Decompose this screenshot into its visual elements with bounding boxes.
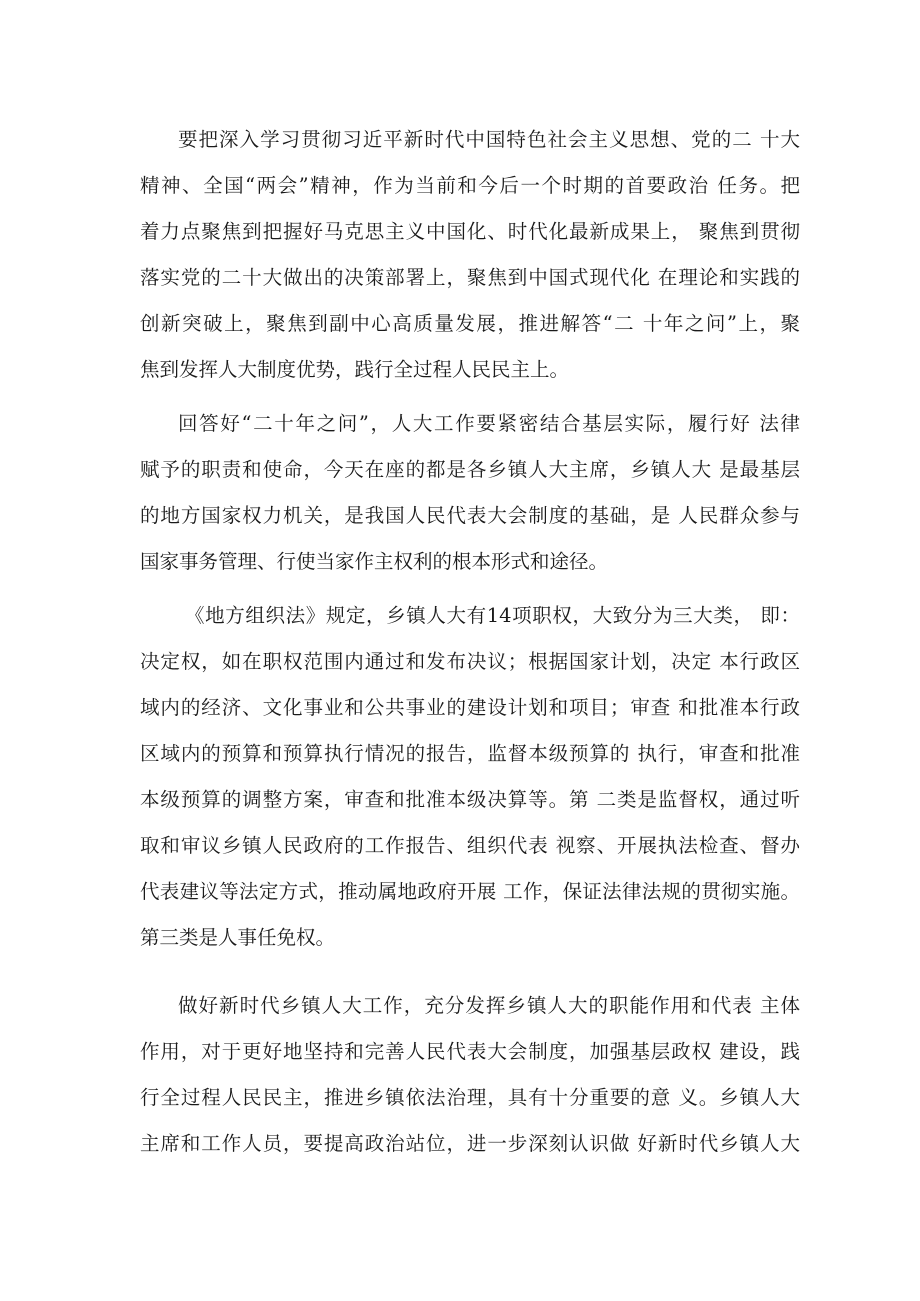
- paragraph-line: 第三类是人事任免权。: [140, 926, 336, 949]
- paragraph-line: 着力点聚焦到把握好马克思主义中国化、时代化最新成果上， 聚焦到贯彻: [140, 220, 800, 243]
- paragraph-line: 《地方组织法》规定，乡镇人大有14项职权，大致分为三大类， 即：: [185, 604, 800, 627]
- paragraph-line: 精神、全国“两会”精神，作为当前和今后一个时期的首要政治 任务。把: [140, 174, 800, 197]
- paragraph-line: 决定权，如在职权范围内通过和发布决议；根据国家计划，决定 本行政区: [140, 650, 800, 673]
- paragraph-line: 作用，对于更好地坚持和完善人民代表大会制度，加强基层政权 建设，践: [140, 1040, 800, 1063]
- paragraph-line: 行全过程人民民主，推进乡镇依法治理，具有十分重要的意 义。乡镇人大: [140, 1086, 800, 1109]
- paragraph-line: 回答好“二十年之问”，人大工作要紧密结合基层实际，履行好 法律: [178, 412, 800, 435]
- paragraph-line: 域内的经济、文化事业和公共事业的建设计划和项目；审查 和批准本行政: [140, 696, 800, 719]
- paragraph-line: 区域内的预算和预算执行情况的报告，监督本级预算的 执行，审查和批准: [140, 742, 800, 765]
- paragraph-line: 落实党的二十大做出的决策部署上，聚焦到中国式现代化 在理论和实践的: [140, 266, 800, 289]
- paragraph-line: 焦到发挥人大制度优势，践行全过程人民民主上。: [140, 358, 570, 381]
- paragraph-line: 取和审议乡镇人民政府的工作报告、组织代表 视察、开展执法检查、督办: [140, 834, 800, 857]
- paragraph-line: 创新突破上，聚焦到副中心高质量发展，推进解答“二 十年之问”上，聚: [140, 312, 800, 335]
- paragraph-line: 赋予的职责和使命，今天在座的都是各乡镇人大主席，乡镇人大 是最基层: [140, 458, 800, 481]
- paragraph-line: 做好新时代乡镇人大工作，充分发挥乡镇人大的职能作用和代表 主体: [178, 994, 800, 1017]
- paragraph-line: 代表建议等法定方式，推动属地政府开展 工作，保证法律法规的贯彻实施。: [140, 880, 800, 903]
- paragraph-line: 主席和工作人员，要提高政治站位，进一步深刻认识做 好新时代乡镇人大: [140, 1132, 800, 1155]
- paragraph-line: 国家事务管理、行使当家作主权利的根本形式和途径。: [140, 550, 609, 573]
- paragraph-line: 的地方国家权力机关，是我国人民代表大会制度的基础，是 人民群众参与: [140, 504, 800, 527]
- paragraph-line: 要把深入学习贯彻习近平新时代中国特色社会主义思想、党的二 十大: [178, 128, 800, 151]
- paragraph-line: 本级预算的调整方案，审查和批准本级决算等。第 二类是监督权，通过听: [140, 788, 800, 811]
